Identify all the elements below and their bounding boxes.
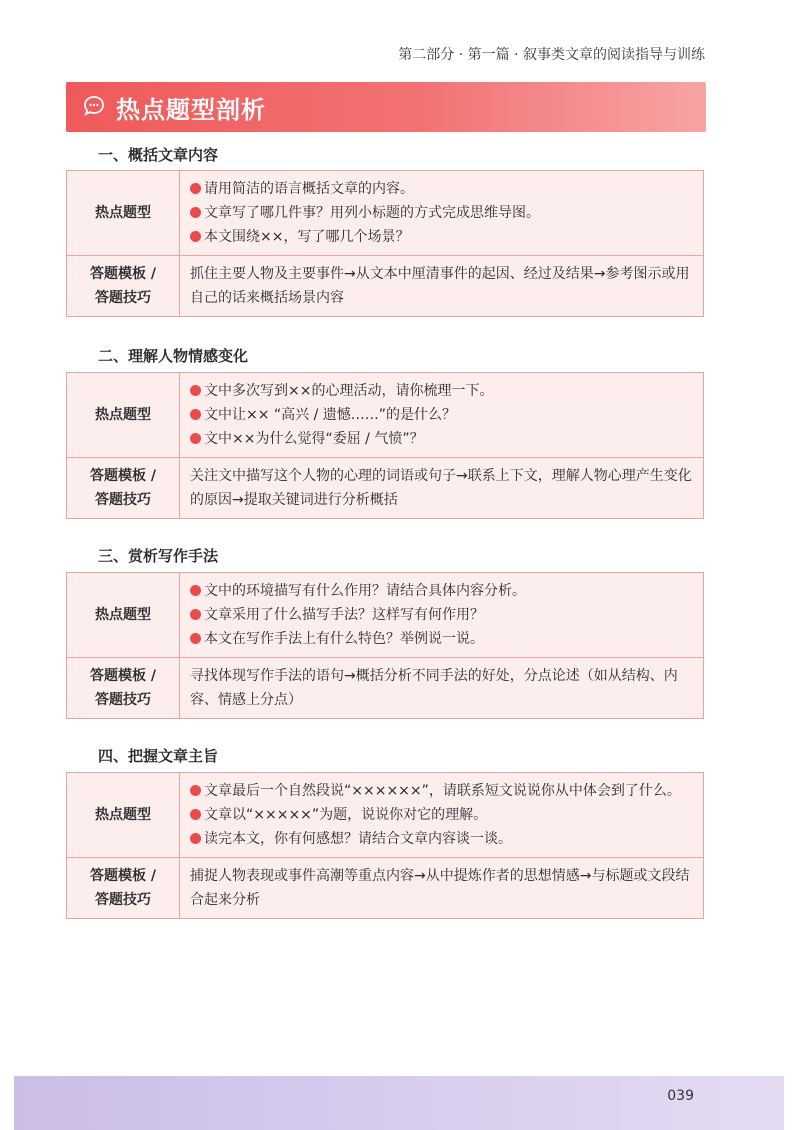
section-heading: 四、把握文章主旨 (98, 747, 219, 765)
hot-question-row (67, 373, 703, 457)
list-item: 本文围绕××，写了哪几个场景？ (190, 225, 693, 249)
question-list (180, 773, 703, 857)
list-item: 文中××为什么觉得“委屈 / 气愤”？ (190, 427, 693, 451)
section-table (66, 170, 704, 317)
answer-template-text: 寻找体现写作手法的语句→概括分析不同手法的好处，分点论述（如从结构、内容、情感上分点） (190, 668, 678, 708)
footer-bar (14, 1076, 784, 1130)
list-item: 文章以“×××××”为题，说说你对它的理解。 (190, 803, 693, 827)
section-table (66, 772, 704, 919)
bullet-dot-icon (190, 207, 201, 218)
answer-template-row (67, 457, 703, 518)
answer-template-row (67, 657, 703, 718)
bullet-dot-icon (190, 633, 201, 644)
section-table (66, 372, 704, 519)
section-heading: 一、概括文章内容 (98, 146, 219, 164)
section-heading: 二、理解人物情感变化 (98, 347, 249, 365)
list-item: 读完本文，你有何感想？请结合文章内容谈一谈。 (190, 827, 693, 851)
answer-template-text: 关注文中描写这个人物的心理的词语或句子→联系上下文，理解人物心理产生变化的原因→提取关键词进行分析概括 (190, 468, 692, 508)
hot-question-row (67, 171, 703, 255)
page-number: 039 (667, 1088, 694, 1104)
row-label: 答题模板 / 答题技巧 (67, 458, 180, 518)
row-label: 热点题型 (67, 373, 180, 457)
bullet-dot-icon (190, 833, 201, 844)
bullet-dot-icon (190, 785, 201, 796)
bullet-dot-icon (190, 585, 201, 596)
bullet-dot-icon (190, 809, 201, 820)
running-header: 第二部分 · 第一篇 · 叙事类文章的阅读指导与训练 (398, 47, 705, 63)
answer-template-row (67, 857, 703, 918)
list-item: 文中的环境描写有什么作用？请结合具体内容分析。 (190, 579, 693, 603)
hot-question-row (67, 773, 703, 857)
list-item: 文中让×× “高兴 / 遗憾……”的是什么？ (190, 403, 693, 427)
list-item: 文中多次写到××的心理活动，请你梳理一下。 (190, 379, 693, 403)
row-label: 热点题型 (67, 573, 180, 657)
row-label: 答题模板 / 答题技巧 (67, 256, 180, 316)
bullet-dot-icon (190, 385, 201, 396)
answer-template-text: 捕捉人物表现或事件高潮等重点内容→从中提炼作者的思想情感→与标题或文段结合起来分析 (190, 868, 690, 908)
list-item: 文章写了哪几件事？用列小标题的方式完成思维导图。 (190, 201, 693, 225)
section-banner (66, 82, 706, 132)
section-table (66, 572, 704, 719)
question-list (180, 171, 703, 255)
bullet-dot-icon (190, 433, 201, 444)
bullet-dot-icon (190, 183, 201, 194)
banner-title: 热点题型剖析 (116, 96, 266, 124)
row-label: 答题模板 / 答题技巧 (67, 858, 180, 918)
hot-question-row (67, 573, 703, 657)
question-list (180, 573, 703, 657)
row-label: 热点题型 (67, 773, 180, 857)
list-item: 本文在写作手法上有什么特色？举例说一说。 (190, 627, 693, 651)
section-heading: 三、赏析写作手法 (98, 547, 219, 565)
row-label: 热点题型 (67, 171, 180, 255)
answer-template-text: 抓住主要人物及主要事件→从文本中厘清事件的起因、经过及结果→参考图示或用自己的话来概括场景内容 (190, 266, 690, 306)
list-item: 文章采用了什么描写手法？这样写有何作用？ (190, 603, 693, 627)
row-label: 答题模板 / 答题技巧 (67, 658, 180, 718)
list-item: 请用简洁的语言概括文章的内容。 (190, 177, 693, 201)
bullet-dot-icon (190, 231, 201, 242)
bullet-dot-icon (190, 609, 201, 620)
question-list (180, 373, 703, 457)
list-item: 文章最后一个自然段说“××××××”，请联系短文说说你从中体会到了什么。 (190, 779, 693, 803)
bullet-dot-icon (190, 409, 201, 420)
answer-template-row (67, 255, 703, 316)
speech-bubble-icon (82, 94, 106, 118)
